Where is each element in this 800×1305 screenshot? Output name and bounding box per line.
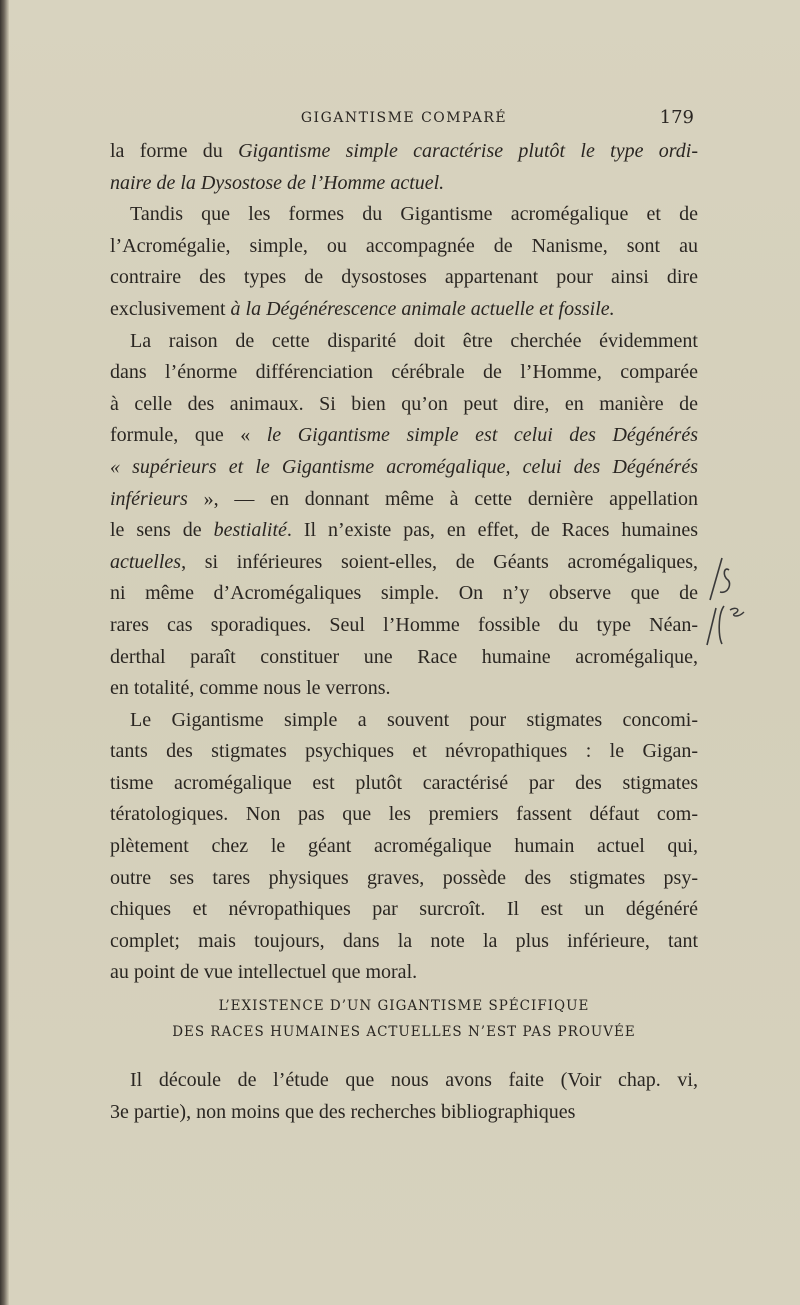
- italic-run: actuelles: [110, 550, 182, 573]
- text-run: , si inférieures soient-elles, de Géants acromégaliques,: [181, 550, 698, 573]
- text-run: dans l’énorme différenciation cérébrale de l’Homme, comparée: [110, 361, 698, 384]
- text-run: Tandis que les formes du Gigantisme acromégalique et de: [130, 203, 698, 226]
- text-line: [110, 294, 698, 326]
- page-gutter-edge: [0, 0, 9, 1305]
- text-line: [110, 642, 698, 674]
- text-run: Il découle de l’étude que nous avons faite (Voir chap. vi,: [130, 1069, 698, 1091]
- italic-run: bestialité: [213, 519, 287, 542]
- text-run: en totalité, comme nous le verrons.: [110, 677, 391, 700]
- text-run: La raison de cette disparité doit être cherchée évidemment: [130, 329, 698, 352]
- text-run: », — en donnant même à cette dernière appellation: [187, 487, 698, 510]
- text-run: outre ses tares physiques graves, possède des stigmates psy-: [110, 866, 698, 889]
- text-run: . Il n’existe pas, en effet, de Races humaines: [286, 519, 698, 542]
- text-line: [110, 1097, 698, 1129]
- text-line: [110, 515, 698, 547]
- paragraph: [110, 1065, 698, 1128]
- text-run: tératologiques. Non pas que les premiers fassent défaut com-: [110, 803, 698, 826]
- text-run: au point de vue intellectuel que moral.: [110, 961, 418, 984]
- text-run: derthal paraît constituer une Race humaine acromégalique,: [110, 645, 698, 668]
- text-run: plètement chez le géant acromégalique humain actuel qui,: [110, 835, 698, 858]
- text-line: [110, 768, 698, 800]
- section-heading-line-2: DES RACES HUMAINES ACTUELLES N’EST PAS PROUVÉE: [172, 1024, 636, 1040]
- text-run: 3e partie), non moins que des recherches bibliographiques: [110, 1100, 576, 1123]
- text-line: [110, 578, 698, 610]
- text-run: chiques et névropathiques par surcroît. Il est un dégénéré: [110, 898, 698, 921]
- italic-run: « supérieurs et le Gigantisme acromégalique, celui des Dégénérés: [110, 455, 698, 478]
- italic-run: naire de la Dysostose de l’Homme actuel.: [110, 171, 445, 194]
- italic-run: Gigantisme simple caractérise plutôt le type ordi-: [238, 140, 699, 162]
- text-line: [110, 736, 698, 768]
- handwritten-margin-mark: [702, 540, 772, 650]
- paragraph: [110, 705, 698, 989]
- final-paragraph: [110, 1065, 698, 1128]
- page-header: [110, 107, 698, 131]
- text-line: [110, 420, 698, 452]
- text-line: [110, 799, 698, 831]
- text-run: rares cas sporadiques. Seul l’Homme fossible du type Néan-: [110, 613, 698, 636]
- text-line: [110, 831, 698, 863]
- text-run: ni même d’Acromégaliques simple. On n’y observe que de: [110, 582, 698, 605]
- text-line: [110, 262, 698, 294]
- text-line: [110, 326, 698, 358]
- text-line: [110, 547, 698, 579]
- text-line: [110, 231, 698, 263]
- text-line: [110, 1065, 698, 1097]
- text-run: complet; mais toujours, dans la note la plus inférieure, tant: [110, 929, 698, 952]
- text-line: [110, 894, 698, 926]
- italic-run: à la Dégénérescence animale actuelle et fossile.: [230, 297, 615, 320]
- text-run: à celle des animaux. Si bien qu’on peut dire, en manière de: [110, 392, 698, 415]
- text-line: [110, 168, 698, 200]
- text-run: exclusivement: [110, 297, 231, 320]
- text-line: [110, 705, 698, 737]
- paragraph: [110, 199, 698, 325]
- text-line: [110, 357, 698, 389]
- text-line: [110, 957, 698, 989]
- text-line: [110, 136, 698, 168]
- italic-run: inférieurs: [110, 487, 188, 510]
- text-line: [110, 389, 698, 421]
- text-line: [110, 610, 698, 642]
- text-run: l’Acromégalie, simple, ou accompagnée de Nanisme, sont au: [110, 234, 698, 257]
- text-run: formule, que «: [110, 424, 267, 447]
- body-text: [110, 136, 698, 989]
- paragraph: [110, 136, 698, 199]
- paragraph: [110, 326, 698, 705]
- section-heading-line-1: L’EXISTENCE D’UN GIGANTISME SPÉCIFIQUE: [218, 998, 590, 1014]
- text-line: [110, 484, 698, 516]
- text-run: Le Gigantisme simple a souvent pour stigmates concomi-: [130, 708, 698, 731]
- page-number: 179: [659, 107, 694, 128]
- text-line: [110, 199, 698, 231]
- italic-run: le Gigantisme simple est celui des Dégénérés: [266, 424, 698, 447]
- text-line: [110, 926, 698, 958]
- running-title: GIGANTISME COMPARÉ: [300, 110, 508, 126]
- text-line: [110, 452, 698, 484]
- text-run: contraire des types de dysostoses appartenant pour ainsi dire: [110, 266, 698, 289]
- text-line: [110, 673, 698, 705]
- text-run: la forme du: [110, 140, 239, 162]
- text-run: tisme acromégalique est plutôt caractérisé par des stigmates: [110, 771, 698, 794]
- text-run: tants des stigmates psychiques et névropathiques : le Gigan-: [110, 740, 698, 763]
- text-run: le sens de: [110, 519, 214, 542]
- text-line: [110, 863, 698, 895]
